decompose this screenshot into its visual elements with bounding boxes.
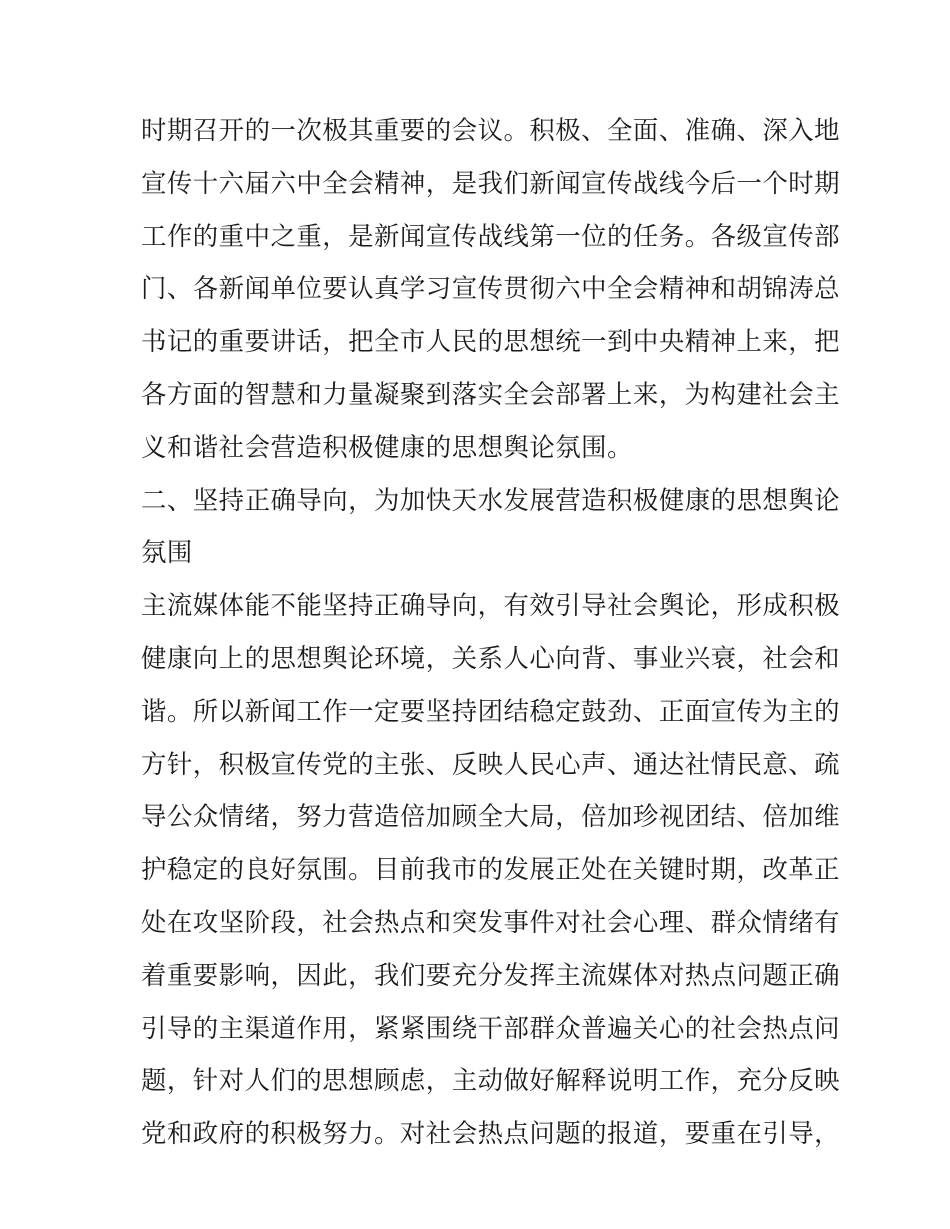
text-line: 工作的重中之重，是新闻宣传战线第一位的任务。各级宣传部 [141,220,841,251]
text-line: 时期召开的一次极其重要的会议。积极、全面、准确、深入地 [141,115,841,145]
text-line: 党和政府的积极努力。对社会热点问题的报道，要重在引导， [141,1118,841,1149]
text-line: 处在攻坚阶段，社会热点和突发事件对社会心理、群众情绪有 [141,906,841,937]
text-line: 方针，积极宣传党的主张、反映人民心声、通达社情民意、疏 [141,748,841,779]
text-line: 引导的主渠道作用，紧紧围绕干部群众普遍关心的社会热点问 [141,1012,841,1043]
section-heading-line: 氛围 [141,537,193,568]
text-line: 主流媒体能不能坚持正确导向，有效引导社会舆论，形成积极 [141,590,841,621]
text-line: 导公众情绪，努力营造倍加顾全大局，倍加珍视团结、倍加维 [141,801,841,832]
text-line: 义和谐社会营造积极健康的思想舆论氛围。 [141,431,633,462]
text-line: 各方面的智慧和力量凝聚到落实全会部署上来，为构建社会主 [141,378,841,409]
text-line: 护稳定的良好氛围。目前我市的发展正处在关键时期，改革正 [141,854,841,885]
text-line: 题，针对人们的思想顾虑，主动做好解释说明工作，充分反映 [141,1065,841,1096]
text-line: 门、各新闻单位要认真学习宣传贯彻六中全会精神和胡锦涛总 [141,273,841,304]
text-line: 宣传十六届六中全会精神，是我们新闻宣传战线今后一个时期 [141,167,841,198]
text-line: 谐。所以新闻工作一定要坚持团结稳定鼓劲、正面宣传为主的 [141,695,841,726]
body-text [141,104,841,1160]
text-line: 书记的重要讲话，把全市人民的思想统一到中央精神上来，把 [141,326,841,357]
section-heading-line: 二、坚持正确导向，为加快天水发展营造积极健康的思想舆论 [141,484,841,515]
text-line: 着重要影响，因此，我们要充分发挥主流媒体对热点问题正确 [141,959,841,990]
text-line: 健康向上的思想舆论环境，关系人心向背、事业兴衰，社会和 [141,642,841,673]
